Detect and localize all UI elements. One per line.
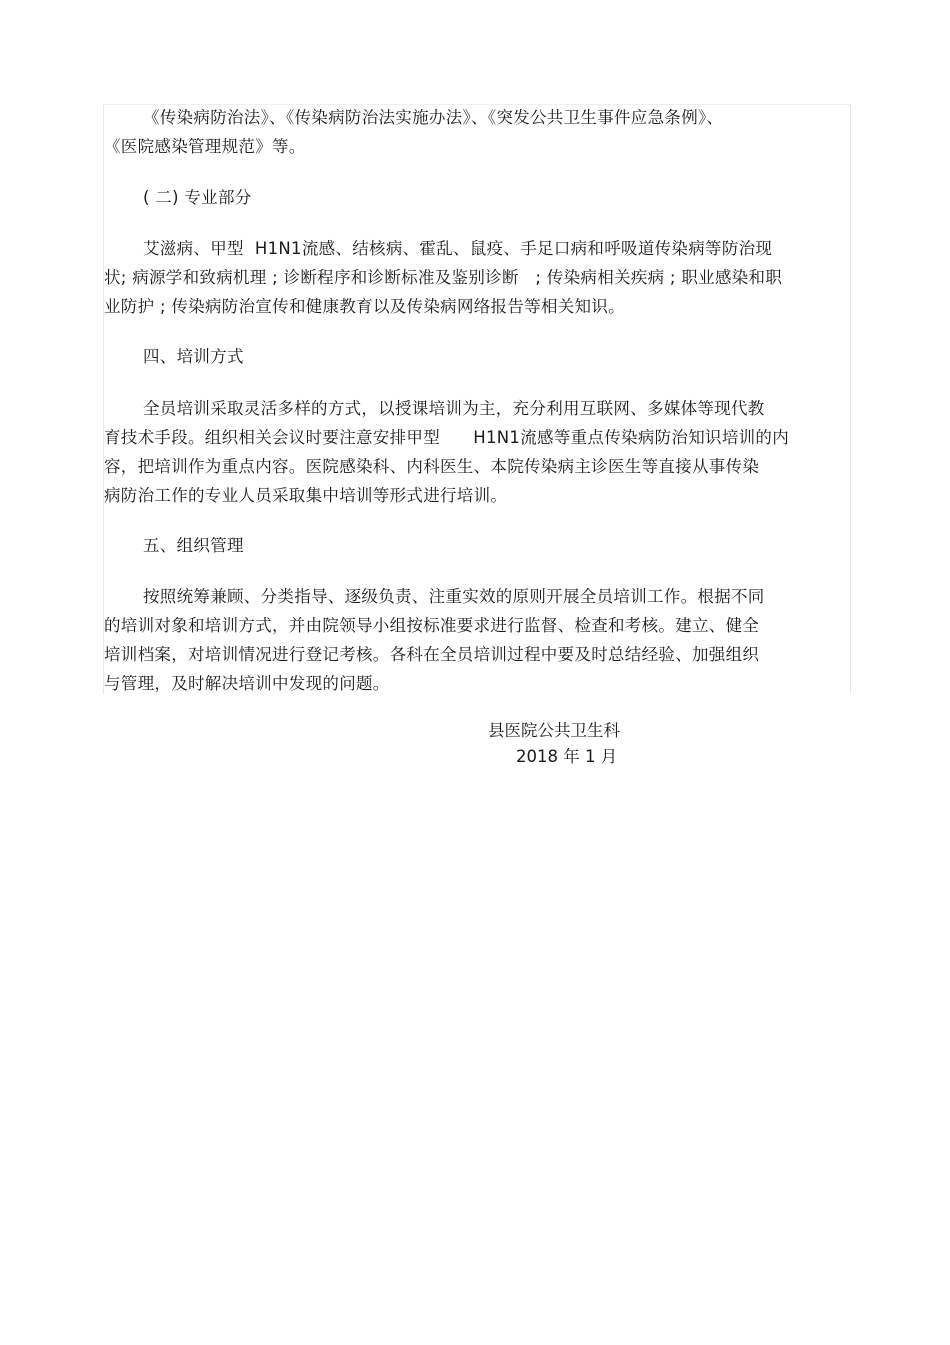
section-professional-heading: ( 二) 专业部分 [143, 188, 252, 207]
management-line-1: 按照统筹兼顾、分类指导、逐级负责、注重实效的原则开展全员培训工作。根据不同 [143, 587, 765, 606]
professional-line-2: 状; 病源学和致病机理 ; 诊断程序和诊断标准及鉴别诊断 ; 传染病相关疾病 ; 职业感染和职 [104, 268, 783, 287]
training-line-4: 病防治工作的专业人员采取集中培训等形式进行培训。 [104, 486, 508, 505]
signature-organization: 县医院公共卫生科 [488, 721, 620, 740]
training-line-1: 全员培训采取灵活多样的方式，以授课培训为主，充分利用互联网、多媒体等现代教 [143, 399, 765, 418]
training-line-2: 育技术手段。组织相关会议时要注意安排甲型 H1N1流感等重点传染病防治知识培训的内 [104, 428, 790, 447]
signature-date: 2018 年 1 月 [516, 747, 618, 766]
training-line-3: 容，把培训作为重点内容。医院感染科、内科医生、本院传染病主诊医生等直接从事传染 [104, 457, 760, 476]
professional-line-1: 艾滋病、甲型 H1N1流感、结核病、霍乱、鼠疫、手足口病和呼吸道传染病等防治现 [143, 239, 773, 258]
management-line-2: 的培训对象和培训方式，并由院领导小组按标准要求进行监督、检查和考核。建立、健全 [104, 616, 760, 635]
laws-line-2: 《医院感染管理规范》等。 [104, 137, 306, 156]
section-management-heading: 五、组织管理 [143, 536, 244, 555]
professional-line-3: 业防护 ; 传染病防治宣传和健康教育以及传染病网络报告等相关知识。 [104, 297, 625, 316]
management-line-4: 与管理，及时解决培训中发现的问题。 [104, 674, 390, 693]
section-training-method-heading: 四、培训方式 [143, 347, 244, 366]
management-line-3: 培训档案，对培训情况进行登记考核。各科在全员培训过程中要及时总结经验、加强组织 [104, 645, 760, 664]
laws-line-1: 《传染病防治法》、《传染病防治法实施办法》、《突发公共卫生事件应急条例》、 [143, 108, 724, 127]
